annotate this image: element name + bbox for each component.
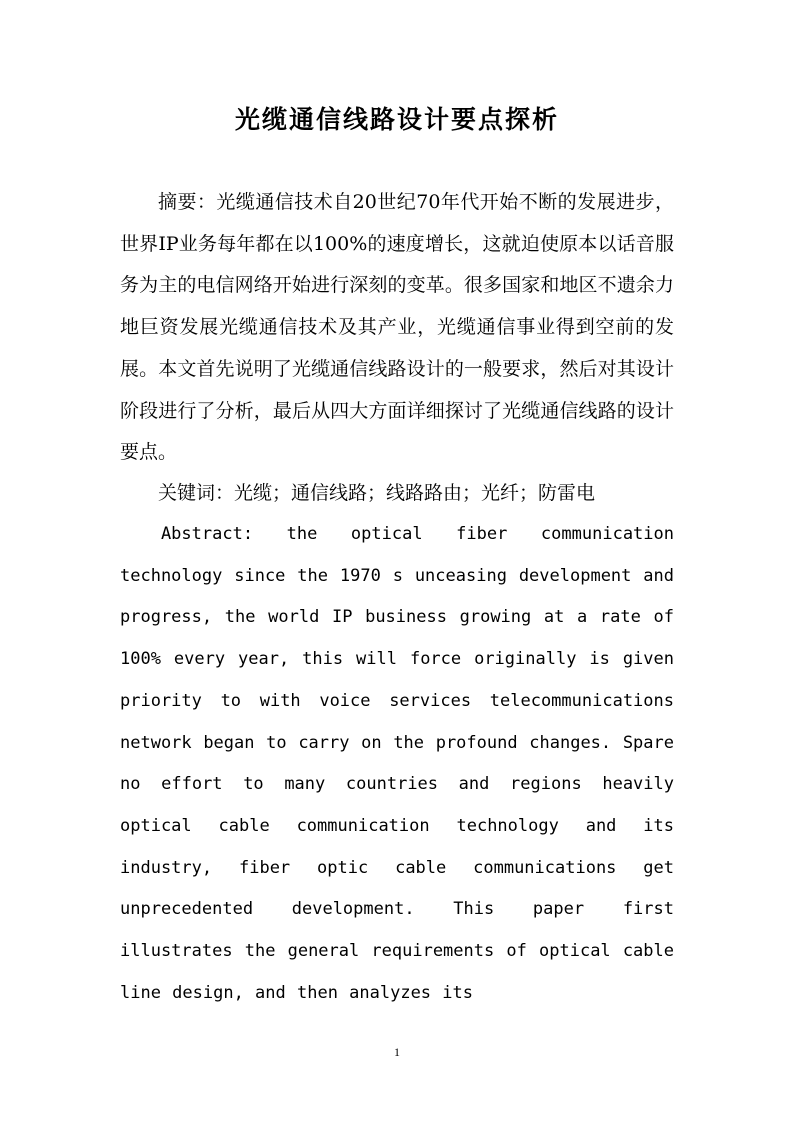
keywords-line: 关键词：光缆；通信线路；线路路由；光纤；防雷电 (158, 482, 596, 504)
abstract-chinese: 摘要：光缆通信技术自20世纪70年代开始不断的发展进步，世界IP业务每年都在以100%的速度增长，这就迫使原本以话音服务为主的电信网络开始进行深刻的变革。很多国家和地区不遗余力地巨资发展光缆通信技术及其产业，光缆通信事业得到空前的发展。本文首先说明了光缆通信线路设计的一般要求，然后对其设计阶段进行了分析，最后从四大方面详细探讨了光缆通信线路的设计要点。 (120, 191, 674, 464)
page-number: 1 (394, 1045, 400, 1059)
document-title: 光缆通信线路设计要点探析 (234, 105, 559, 134)
abstract-english: Abstract: the optical fiber communication technology since the 1970 s unceasing development and progress, the world IP business growing at a rate of 100% every year, this will force originally is given priority to with voice services telecommunications network began to carry on the profound changes. Spare no effort to many countries and regions heavily optical cable communication technology and its industry, fiber optic cable communications get unprecedented development. This paper first illustrates the general requirements of optical cable line design, and then analyzes its (120, 524, 674, 1003)
